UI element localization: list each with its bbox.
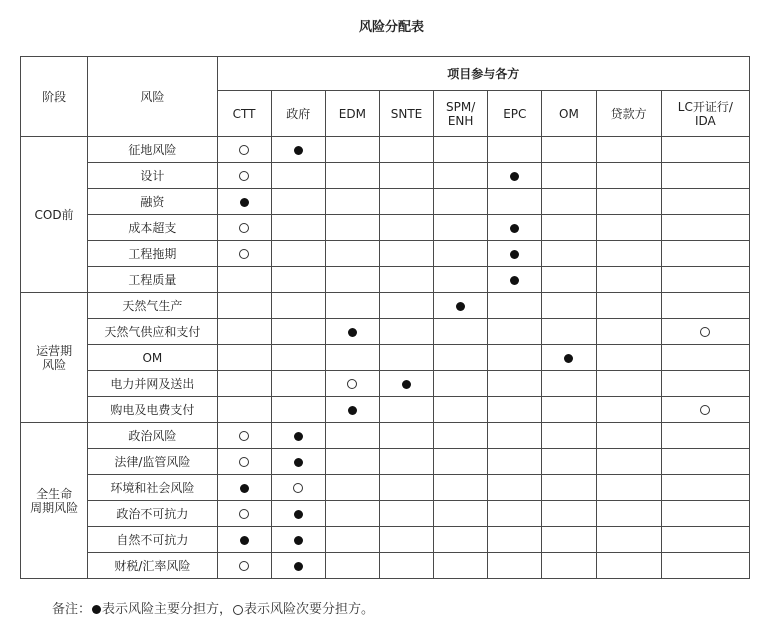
allocation-cell: [434, 189, 488, 215]
allocation-cell: [488, 527, 542, 553]
allocation-cell: [488, 423, 542, 449]
primary-marker-icon: [564, 354, 573, 363]
allocation-cell: [542, 319, 596, 345]
risk-cell: 环境和社会风险: [88, 475, 217, 501]
allocation-cell: [661, 475, 749, 501]
allocation-cell: [542, 371, 596, 397]
allocation-cell: [434, 345, 488, 371]
allocation-cell: [325, 397, 379, 423]
legend-note: [52, 598, 374, 617]
allocation-cell: [271, 319, 325, 345]
risk-cell: 成本超支: [88, 215, 217, 241]
risk-cell: 工程拖期: [88, 241, 217, 267]
phase-cell: 运营期 风险: [21, 293, 88, 423]
allocation-cell: [325, 163, 379, 189]
secondary-marker-icon: [700, 405, 710, 415]
allocation-cell: [271, 267, 325, 293]
allocation-cell: [434, 371, 488, 397]
parties-group-header: 项目参与各方: [217, 57, 749, 91]
allocation-cell: [217, 501, 271, 527]
allocation-cell: [434, 423, 488, 449]
allocation-cell: [596, 397, 661, 423]
allocation-cell: [661, 449, 749, 475]
allocation-cell: [379, 553, 433, 579]
table-title: 风险分配表: [358, 20, 424, 35]
allocation-cell: [217, 137, 271, 163]
table-row: [21, 345, 750, 371]
allocation-cell: [379, 137, 433, 163]
allocation-cell: [217, 423, 271, 449]
allocation-cell: [488, 553, 542, 579]
allocation-cell: [379, 319, 433, 345]
allocation-cell: [379, 475, 433, 501]
party-header: SNTE: [379, 91, 433, 137]
allocation-cell: [271, 189, 325, 215]
table-row: [21, 137, 750, 163]
allocation-cell: [596, 293, 661, 319]
party-header: CTT: [217, 91, 271, 137]
allocation-cell: [434, 137, 488, 163]
allocation-cell: [379, 163, 433, 189]
allocation-cell: [379, 449, 433, 475]
party-header: 政府: [271, 91, 325, 137]
allocation-cell: [488, 163, 542, 189]
phase-cell: COD前: [21, 137, 88, 293]
allocation-cell: [661, 501, 749, 527]
allocation-cell: [325, 553, 379, 579]
allocation-cell: [217, 241, 271, 267]
allocation-cell: [434, 241, 488, 267]
risk-cell: 法律/监管风险: [88, 449, 217, 475]
allocation-cell: [661, 267, 749, 293]
table-row: [21, 449, 750, 475]
allocation-cell: [379, 241, 433, 267]
allocation-cell: [542, 475, 596, 501]
allocation-cell: [217, 371, 271, 397]
table-row: [21, 241, 750, 267]
allocation-cell: [596, 163, 661, 189]
allocation-cell: [542, 397, 596, 423]
secondary-marker-icon: [239, 457, 249, 467]
allocation-cell: [661, 189, 749, 215]
allocation-cell: [325, 267, 379, 293]
allocation-cell: [661, 319, 749, 345]
allocation-cell: [217, 163, 271, 189]
primary-marker-icon: [294, 146, 303, 155]
party-header: LC开证行/ IDA: [661, 91, 749, 137]
table-row: [21, 527, 750, 553]
risk-cell: 政治风险: [88, 423, 217, 449]
allocation-cell: [596, 423, 661, 449]
party-header: 贷款方: [596, 91, 661, 137]
allocation-cell: [217, 293, 271, 319]
allocation-cell: [596, 215, 661, 241]
allocation-cell: [488, 397, 542, 423]
allocation-cell: [325, 319, 379, 345]
secondary-marker-icon: [239, 509, 249, 519]
allocation-cell: [434, 449, 488, 475]
note-primary-text: 表示风险主要分担方，: [102, 602, 233, 617]
secondary-marker-icon: [700, 327, 710, 337]
allocation-cell: [542, 449, 596, 475]
primary-marker-icon: [294, 562, 303, 571]
secondary-marker-icon: [239, 561, 249, 571]
allocation-cell: [271, 371, 325, 397]
allocation-cell: [379, 371, 433, 397]
allocation-cell: [434, 397, 488, 423]
allocation-cell: [596, 553, 661, 579]
allocation-cell: [434, 475, 488, 501]
primary-marker-icon: [402, 380, 411, 389]
allocation-cell: [325, 293, 379, 319]
primary-marker-icon: [92, 605, 101, 614]
allocation-cell: [488, 319, 542, 345]
note-secondary-text: 表示风险次要分担方。: [244, 602, 375, 617]
allocation-cell: [596, 345, 661, 371]
risk-cell: 政治不可抗力: [88, 501, 217, 527]
allocation-cell: [596, 527, 661, 553]
table-row: [21, 215, 750, 241]
allocation-cell: [661, 553, 749, 579]
allocation-cell: [661, 241, 749, 267]
allocation-cell: [542, 241, 596, 267]
risk-cell: 自然不可抗力: [88, 527, 217, 553]
secondary-marker-icon: [293, 483, 303, 493]
table-row: [21, 397, 750, 423]
allocation-cell: [434, 527, 488, 553]
risk-header: 风险: [88, 57, 217, 137]
risk-cell: 电力并网及送出: [88, 371, 217, 397]
allocation-cell: [488, 293, 542, 319]
risk-allocation-table: [20, 56, 750, 579]
risk-cell: 融资: [88, 189, 217, 215]
allocation-cell: [596, 241, 661, 267]
allocation-cell: [488, 241, 542, 267]
table-row: [21, 267, 750, 293]
primary-marker-icon: [294, 458, 303, 467]
allocation-cell: [488, 137, 542, 163]
allocation-cell: [542, 163, 596, 189]
allocation-cell: [596, 449, 661, 475]
allocation-cell: [661, 423, 749, 449]
risk-cell: 工程质量: [88, 267, 217, 293]
allocation-cell: [434, 163, 488, 189]
allocation-cell: [217, 319, 271, 345]
primary-marker-icon: [348, 406, 357, 415]
risk-cell: 购电及电费支付: [88, 397, 217, 423]
primary-marker-icon: [348, 328, 357, 337]
allocation-cell: [325, 137, 379, 163]
allocation-cell: [379, 293, 433, 319]
allocation-cell: [542, 501, 596, 527]
allocation-cell: [325, 371, 379, 397]
table-row: [21, 501, 750, 527]
allocation-cell: [271, 215, 325, 241]
allocation-cell: [217, 553, 271, 579]
allocation-cell: [217, 215, 271, 241]
allocation-cell: [661, 345, 749, 371]
allocation-cell: [379, 267, 433, 293]
party-header: OM: [542, 91, 596, 137]
allocation-cell: [596, 501, 661, 527]
table-row: [21, 163, 750, 189]
allocation-cell: [379, 215, 433, 241]
allocation-cell: [271, 241, 325, 267]
allocation-cell: [217, 189, 271, 215]
phase-header: 阶段: [21, 57, 88, 137]
allocation-cell: [217, 345, 271, 371]
allocation-cell: [488, 501, 542, 527]
primary-marker-icon: [294, 536, 303, 545]
primary-marker-icon: [456, 302, 465, 311]
allocation-cell: [325, 501, 379, 527]
note-prefix: 备注：: [52, 602, 92, 617]
allocation-cell: [488, 189, 542, 215]
allocation-cell: [325, 345, 379, 371]
secondary-marker-icon: [239, 145, 249, 155]
allocation-cell: [271, 449, 325, 475]
allocation-cell: [542, 293, 596, 319]
allocation-cell: [379, 397, 433, 423]
allocation-cell: [596, 371, 661, 397]
phase-cell: 全生命 周期风险: [21, 423, 88, 579]
primary-marker-icon: [240, 198, 249, 207]
allocation-cell: [271, 397, 325, 423]
allocation-cell: [542, 189, 596, 215]
table-row: [21, 293, 750, 319]
secondary-marker-icon: [233, 605, 243, 615]
primary-marker-icon: [240, 484, 249, 493]
allocation-cell: [661, 163, 749, 189]
table-row: [21, 475, 750, 501]
allocation-cell: [271, 501, 325, 527]
primary-marker-icon: [510, 224, 519, 233]
primary-marker-icon: [294, 432, 303, 441]
allocation-cell: [596, 189, 661, 215]
primary-marker-icon: [294, 510, 303, 519]
table-row: [21, 189, 750, 215]
allocation-cell: [271, 137, 325, 163]
risk-cell: 设计: [88, 163, 217, 189]
allocation-cell: [271, 345, 325, 371]
allocation-cell: [379, 345, 433, 371]
party-header: EPC: [488, 91, 542, 137]
allocation-cell: [379, 423, 433, 449]
allocation-cell: [434, 553, 488, 579]
primary-marker-icon: [240, 536, 249, 545]
table-row: [21, 319, 750, 345]
allocation-cell: [542, 423, 596, 449]
allocation-cell: [325, 241, 379, 267]
allocation-cell: [325, 423, 379, 449]
allocation-cell: [661, 215, 749, 241]
allocation-cell: [542, 137, 596, 163]
party-header: EDM: [325, 91, 379, 137]
allocation-cell: [325, 475, 379, 501]
secondary-marker-icon: [239, 223, 249, 233]
allocation-cell: [661, 371, 749, 397]
allocation-cell: [217, 527, 271, 553]
primary-marker-icon: [510, 276, 519, 285]
table-row: [21, 423, 750, 449]
risk-cell: 征地风险: [88, 137, 217, 163]
allocation-cell: [542, 215, 596, 241]
allocation-cell: [434, 501, 488, 527]
allocation-cell: [325, 449, 379, 475]
allocation-cell: [661, 137, 749, 163]
allocation-cell: [488, 215, 542, 241]
allocation-cell: [542, 345, 596, 371]
allocation-cell: [271, 527, 325, 553]
allocation-cell: [488, 475, 542, 501]
allocation-cell: [434, 319, 488, 345]
allocation-cell: [596, 137, 661, 163]
risk-cell: 天然气生产: [88, 293, 217, 319]
allocation-cell: [217, 475, 271, 501]
secondary-marker-icon: [239, 249, 249, 259]
risk-cell: 天然气供应和支付: [88, 319, 217, 345]
allocation-cell: [488, 345, 542, 371]
allocation-cell: [596, 319, 661, 345]
allocation-cell: [325, 527, 379, 553]
allocation-cell: [661, 527, 749, 553]
allocation-cell: [271, 553, 325, 579]
risk-cell: OM: [88, 345, 217, 371]
allocation-cell: [217, 267, 271, 293]
allocation-cell: [488, 371, 542, 397]
table-row: [21, 553, 750, 579]
primary-marker-icon: [510, 250, 519, 259]
allocation-cell: [325, 189, 379, 215]
table-row: [21, 371, 750, 397]
party-header: SPM/ ENH: [434, 91, 488, 137]
allocation-cell: [271, 293, 325, 319]
allocation-cell: [661, 293, 749, 319]
allocation-cell: [325, 215, 379, 241]
allocation-cell: [379, 189, 433, 215]
allocation-cell: [542, 527, 596, 553]
secondary-marker-icon: [239, 171, 249, 181]
allocation-cell: [271, 163, 325, 189]
primary-marker-icon: [510, 172, 519, 181]
allocation-cell: [271, 423, 325, 449]
allocation-cell: [379, 527, 433, 553]
allocation-cell: [217, 397, 271, 423]
risk-cell: 财税/汇率风险: [88, 553, 217, 579]
allocation-cell: [434, 267, 488, 293]
secondary-marker-icon: [347, 379, 357, 389]
allocation-cell: [434, 293, 488, 319]
allocation-cell: [488, 449, 542, 475]
allocation-cell: [434, 215, 488, 241]
allocation-cell: [596, 267, 661, 293]
allocation-cell: [596, 475, 661, 501]
allocation-cell: [488, 267, 542, 293]
allocation-cell: [661, 397, 749, 423]
secondary-marker-icon: [239, 431, 249, 441]
allocation-cell: [271, 475, 325, 501]
allocation-cell: [217, 449, 271, 475]
allocation-cell: [379, 501, 433, 527]
allocation-cell: [542, 267, 596, 293]
allocation-cell: [542, 553, 596, 579]
